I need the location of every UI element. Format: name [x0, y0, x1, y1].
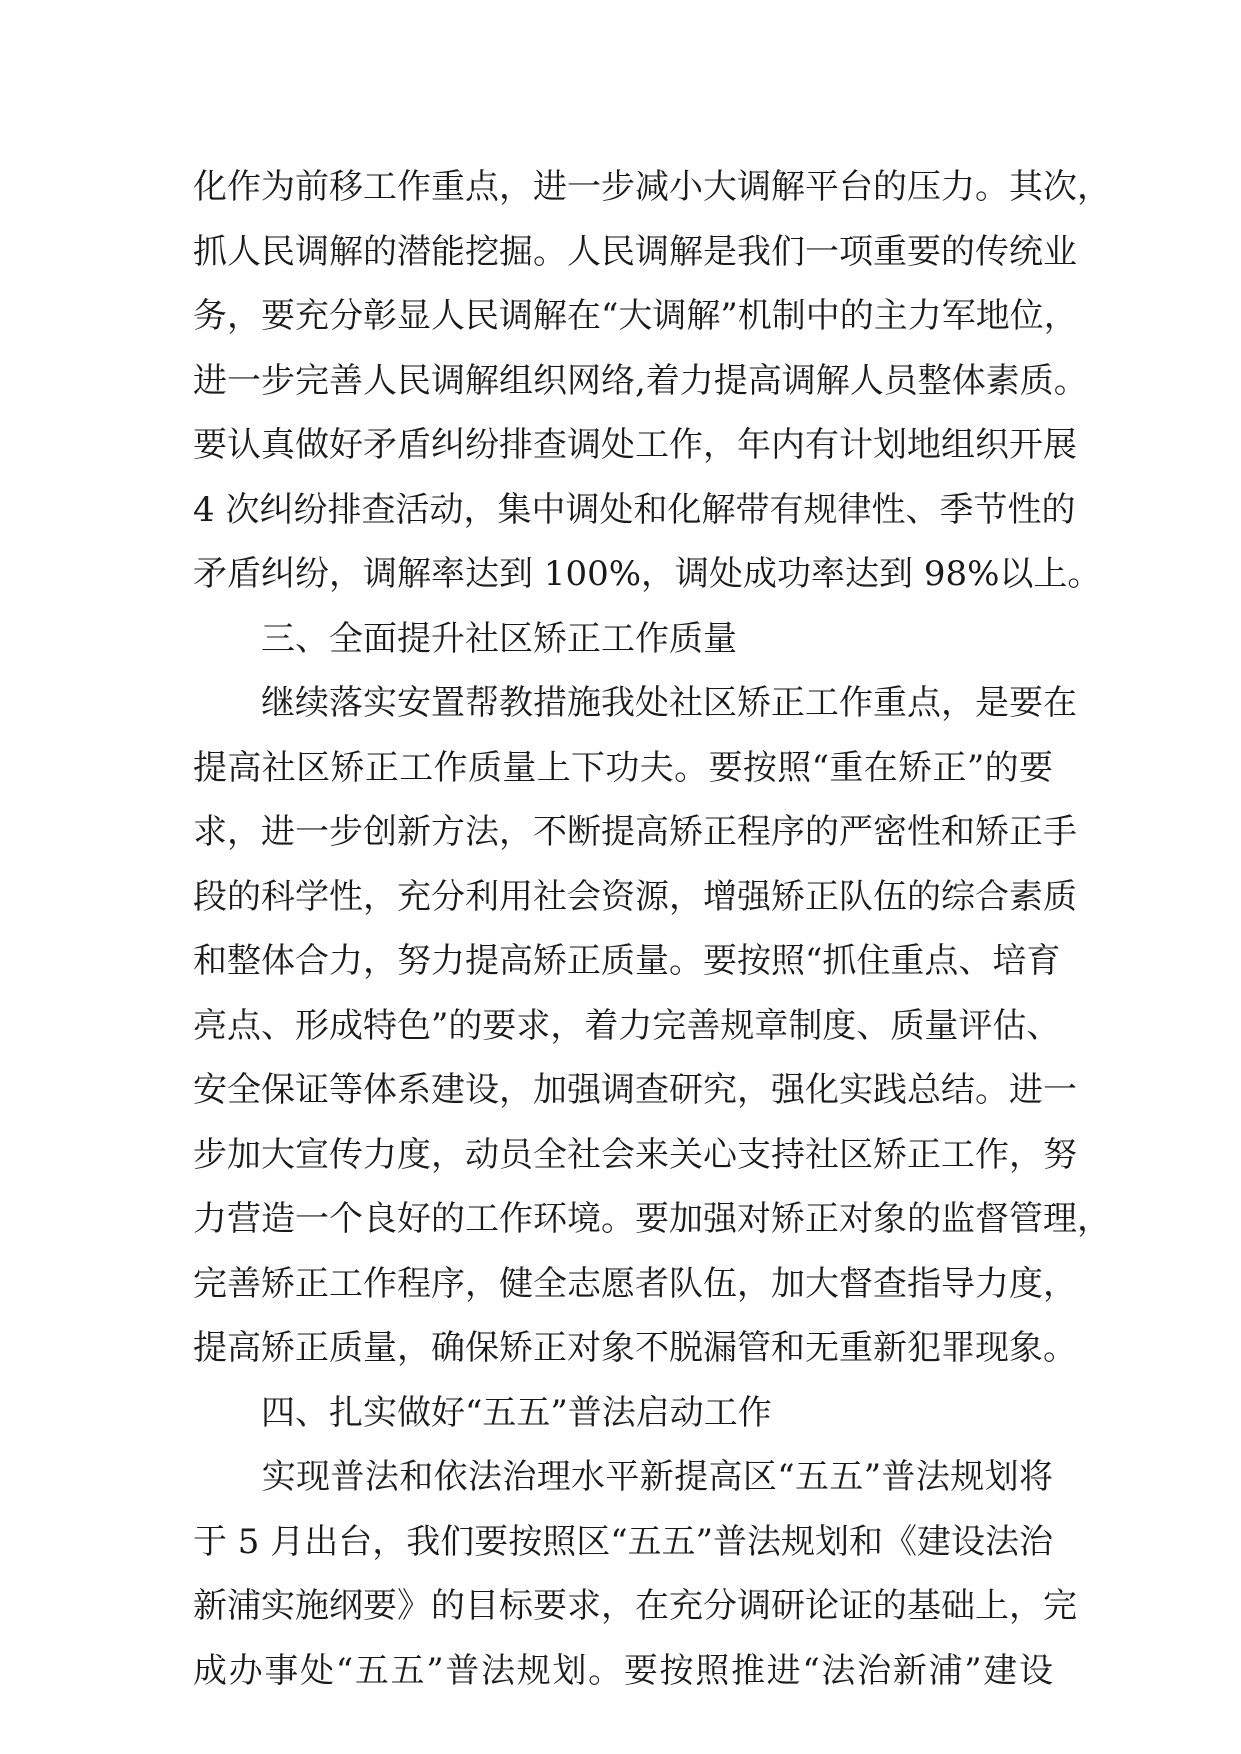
- text-line: 力营造一个良好的工作环境。要加强对矫正对象的监督管理，: [193, 1199, 1111, 1239]
- text-line: 安全保证等体系建设，加强调查研究，强化实践总结。进一: [193, 1070, 1077, 1110]
- text-line: 成办事处“五五”普法规划。要按照推进“法治新浦”建设: [193, 1650, 1053, 1691]
- text-line: 要认真做好矛盾纠纷排查调处工作，年内有计划地组织开展: [193, 425, 1077, 465]
- text-line: 完善矫正工作程序，健全志愿者队伍，加大督查指导力度，: [193, 1263, 1077, 1304]
- section-heading: 三、全面提升社区矫正工作质量: [193, 618, 737, 659]
- body-text-column: [193, 155, 1111, 1703]
- text-line: 务，要充分彰显人民调解在“大调解”机制中的主力军地位，: [193, 296, 1078, 336]
- text-line: 化作为前移工作重点，进一步减小大调解平台的压力。其次，: [193, 167, 1111, 207]
- text-line: 进一步完善人民调解组织网络,着力提高调解人员整体素质。: [193, 360, 1088, 401]
- text-line: 和整体合力，努力提高矫正质量。要按照“抓住重点、培育: [193, 941, 1061, 981]
- text-line: 4 次纠纷排查活动，集中调处和化解带有规律性、季节性的: [193, 489, 1076, 530]
- text-line: 抓人民调解的潜能挖掘。人民调解是我们一项重要的传统业: [193, 231, 1077, 272]
- text-line: 提高社区矫正工作质量上下功夫。要按照“重在矫正”的要: [193, 747, 1053, 788]
- text-line: 于 5 月出台，我们要按照区“五五”普法规划和《建设法治: [193, 1521, 1054, 1562]
- text-line: 新浦实施纲要》的目标要求，在充分调研论证的基础上，完: [193, 1586, 1077, 1626]
- text-line: 矛盾纠纷，调解率达到 100%，调处成功率达到 98%以上。: [193, 554, 1102, 594]
- text-line: 亮点、形成特色”的要求，着力完善规章制度、质量评估、: [193, 1005, 1061, 1046]
- section-heading: 四、扎实做好“五五”普法启动工作: [193, 1392, 772, 1433]
- text-line: 段的科学性，充分利用社会资源，增强矫正队伍的综合素质: [193, 876, 1077, 917]
- text-line: 继续落实安置帮教措施我处社区矫正工作重点，是要在: [193, 683, 1077, 723]
- text-line: 提高矫正质量，确保矫正对象不脱漏管和无重新犯罪现象。: [193, 1328, 1077, 1368]
- text-line: 求，进一步创新方法，不断提高矫正程序的严密性和矫正手: [193, 812, 1077, 852]
- text-line: 实现普法和依法治理水平新提高区“五五”普法规划将: [193, 1457, 1053, 1497]
- text-line: 步加大宣传力度，动员全社会来关心支持社区矫正工作，努: [193, 1134, 1077, 1175]
